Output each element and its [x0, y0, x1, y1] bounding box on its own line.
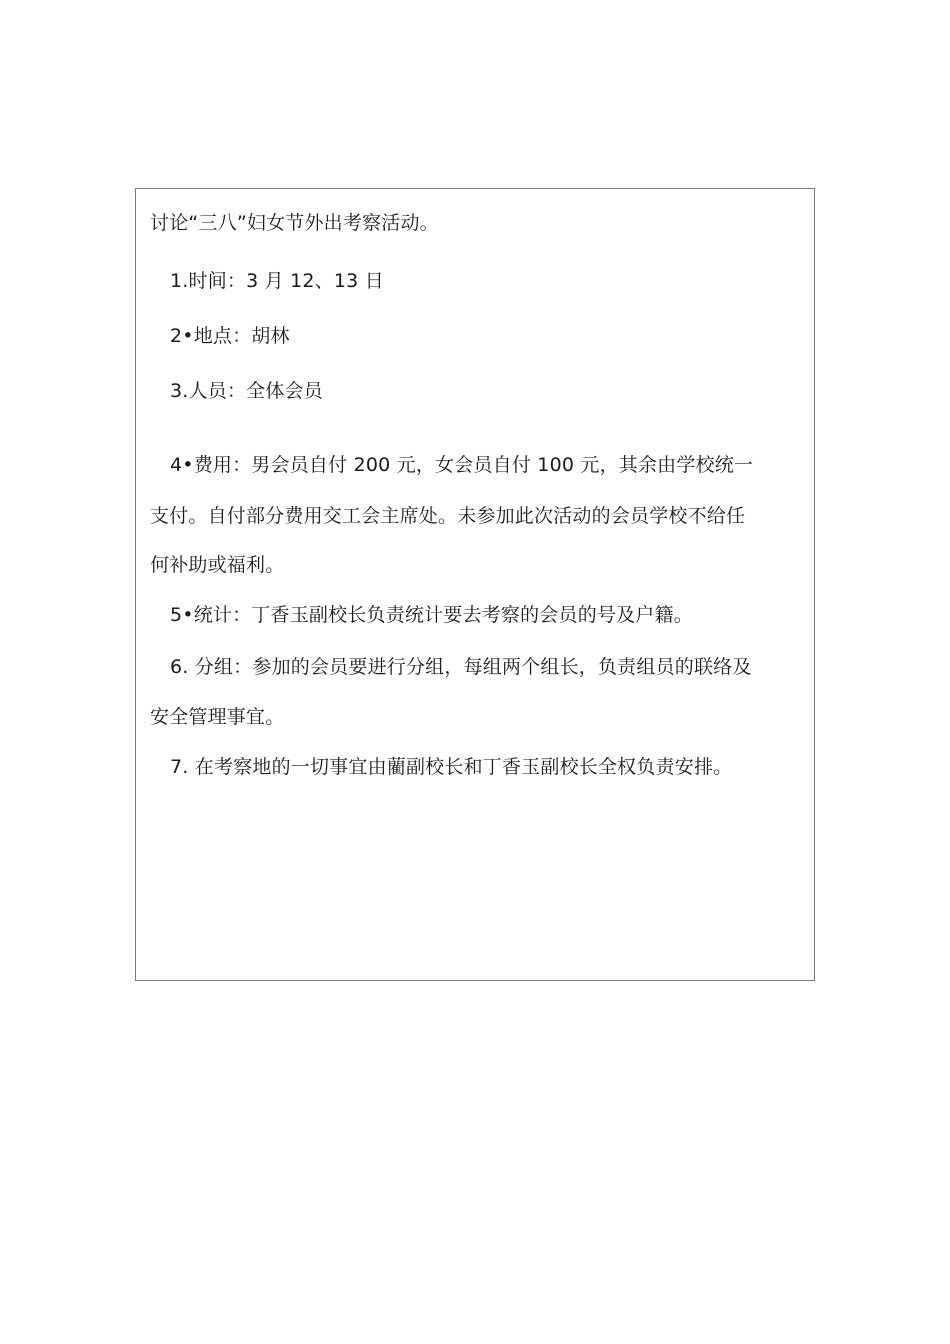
- item-grouping-line-2: 安全管理事宜。: [150, 706, 285, 728]
- item-grouping-line-1: 6. 分组：参加的会员要进行分组，每组两个组长，负责组员的联络及: [170, 656, 752, 678]
- item-cost-line-3: 何补助或福利。: [150, 554, 285, 576]
- item-personnel: 3.人员：全体会员: [170, 380, 323, 402]
- item-cost-line-2: 支付。自付部分费用交工会主席处。未参加此次活动的会员学校不给任: [150, 505, 746, 527]
- item-time: 1.时间：3 月 12、13 日: [170, 270, 384, 292]
- item-arrangement: 7. 在考察地的一切事宜由藺副校长和丁香玉副校长全权负责安排。: [170, 756, 733, 778]
- item-cost-line-1: 4•费用：男会员自付 200 元，女会员自付 100 元，其余由学校统一: [170, 454, 754, 476]
- document-box: [135, 188, 815, 981]
- intro-line: 讨论“三八”妇女节外出考察活动。: [150, 212, 439, 234]
- item-location: 2•地点：胡林: [170, 325, 290, 347]
- item-statistics: 5•统计：丁香玉副校长负责统计要去考察的会员的号及户籍。: [170, 604, 693, 626]
